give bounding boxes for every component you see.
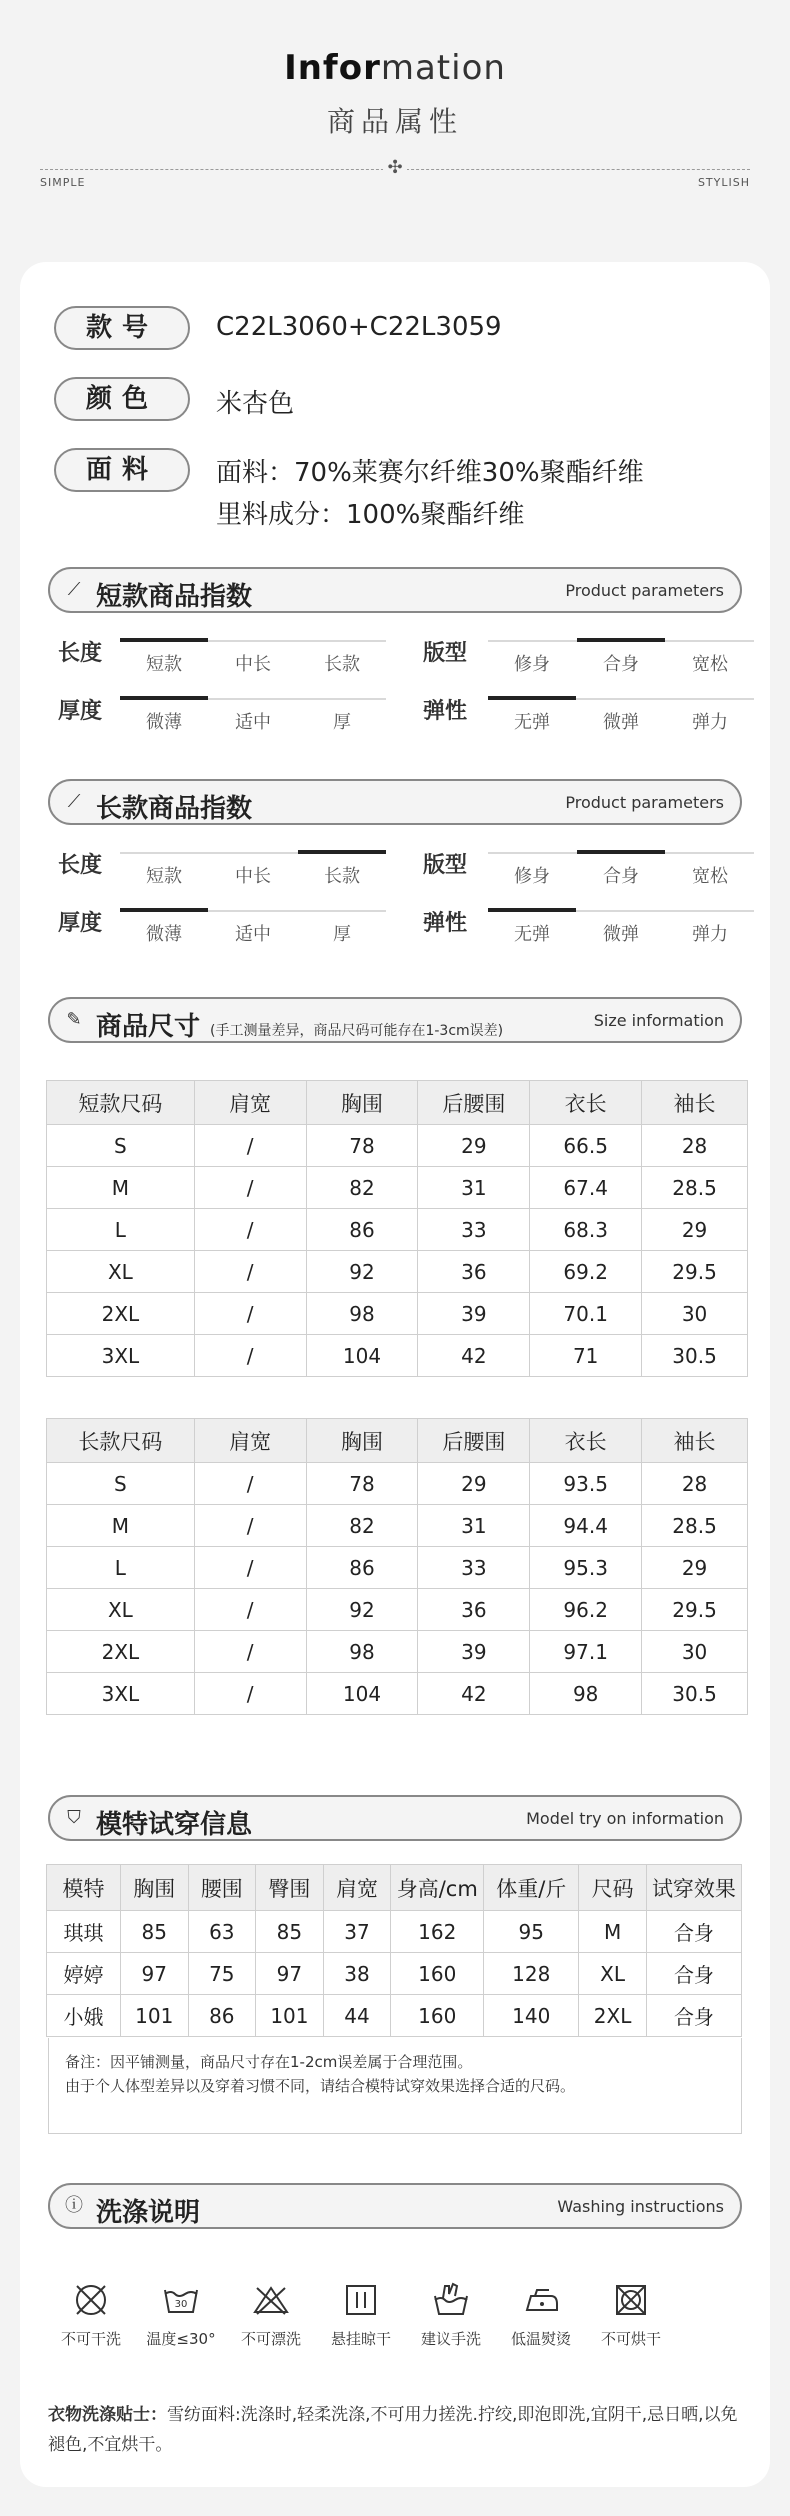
table-cell: 98 xyxy=(530,1673,642,1715)
table-header-cell: 体重/斤 xyxy=(484,1865,579,1911)
no-bleach-icon xyxy=(251,2280,291,2320)
index-scale xyxy=(488,910,754,950)
table-cell: 28.5 xyxy=(642,1505,748,1547)
scale-option: 长款 xyxy=(324,654,360,675)
index-scale xyxy=(120,852,386,892)
table-header-cell: 试穿效果 xyxy=(646,1865,741,1911)
table-cell: 160 xyxy=(391,1953,484,1995)
index-label: 版型 xyxy=(423,853,468,878)
table-cell: 86 xyxy=(306,1547,418,1589)
index-label: 弹性 xyxy=(423,911,468,936)
table-row xyxy=(47,1167,748,1209)
table-cell: 30.5 xyxy=(642,1673,748,1715)
table-cell: 39 xyxy=(418,1631,530,1673)
size-en: Size information xyxy=(593,1011,724,1030)
scale-option: 修身 xyxy=(514,866,550,887)
table-cell: 30 xyxy=(642,1631,748,1673)
table-cell: 101 xyxy=(256,1995,324,2037)
table-cell: M xyxy=(47,1505,195,1547)
table-cell: 104 xyxy=(306,1673,418,1715)
header-title: Information xyxy=(284,48,506,88)
table-header-cell: 腰围 xyxy=(188,1865,256,1911)
crosshair-icon: ✣ xyxy=(383,156,407,180)
table-header-cell: 胸围 xyxy=(120,1865,188,1911)
short-index-header xyxy=(48,567,742,613)
table-cell: 37 xyxy=(323,1911,391,1953)
table-cell: 140 xyxy=(484,1995,579,2037)
info-card xyxy=(20,262,770,2487)
table-cell: 31 xyxy=(418,1505,530,1547)
table-cell: 82 xyxy=(306,1505,418,1547)
hand-wash-icon xyxy=(431,2280,471,2320)
scale-option: 合身 xyxy=(603,654,639,675)
table-cell: 合身 xyxy=(646,1995,741,2037)
scale-selected-marker xyxy=(577,850,665,854)
table-header-row xyxy=(47,1419,748,1463)
table-header-cell: 模特 xyxy=(47,1865,121,1911)
scale-selected-marker xyxy=(577,638,665,642)
table-cell: / xyxy=(194,1167,306,1209)
table-cell: 97.1 xyxy=(530,1631,642,1673)
table-cell: XL xyxy=(47,1251,195,1293)
table-cell: 29 xyxy=(642,1209,748,1251)
scale-option: 微弹 xyxy=(603,712,639,733)
wash-temp-text: 30 xyxy=(174,2299,188,2310)
index-scale xyxy=(488,852,754,892)
table-cell: 96.2 xyxy=(530,1589,642,1631)
info-icon: ⓘ xyxy=(65,2195,83,2216)
table-cell: 30.5 xyxy=(642,1335,748,1377)
scale-selected-marker xyxy=(298,850,386,854)
table-cell: S xyxy=(47,1463,195,1505)
no-dry-clean-icon xyxy=(71,2280,111,2320)
table-cell: 92 xyxy=(306,1589,418,1631)
table-cell: 44 xyxy=(323,1995,391,2037)
table-cell: 28.5 xyxy=(642,1167,748,1209)
short-index-title: 短款商品指数 xyxy=(96,582,253,612)
table-header-cell: 长款尺码 xyxy=(47,1419,195,1463)
long-index-header xyxy=(48,779,742,825)
wash-item: 悬挂晾干 xyxy=(317,2280,405,2349)
table-row xyxy=(47,1463,748,1505)
table-cell: 29.5 xyxy=(642,1251,748,1293)
index-label: 长度 xyxy=(58,641,103,666)
scale-option: 无弹 xyxy=(514,924,550,945)
model-note-1: 备注：因平铺测量，商品尺寸存在1-2cm误差属于合理范围。 xyxy=(65,2053,473,2071)
table-header-cell: 衣长 xyxy=(530,1419,642,1463)
scale-option: 宽松 xyxy=(692,654,728,675)
index-label: 厚度 xyxy=(58,699,103,724)
scale-selected-marker xyxy=(120,696,208,700)
table-cell: 97 xyxy=(120,1953,188,1995)
table-cell: 104 xyxy=(306,1335,418,1377)
table-cell: / xyxy=(194,1631,306,1673)
fabric-line-1: 面料：70%莱赛尔纤维30%聚酯纤维 xyxy=(216,458,644,488)
table-cell: 42 xyxy=(418,1673,530,1715)
wash-header xyxy=(48,2183,742,2229)
scale-option: 无弹 xyxy=(514,712,550,733)
table-row xyxy=(47,1335,748,1377)
color-label: 颜色 xyxy=(54,377,190,421)
table-cell: 29 xyxy=(418,1125,530,1167)
table-cell: 合身 xyxy=(646,1953,741,1995)
table-cell: 86 xyxy=(306,1209,418,1251)
index-scale xyxy=(120,698,386,738)
table-cell: 95 xyxy=(484,1911,579,1953)
table-cell: 78 xyxy=(306,1463,418,1505)
index-label: 弹性 xyxy=(423,699,468,724)
table-cell: 70.1 xyxy=(530,1293,642,1335)
table-cell: / xyxy=(194,1589,306,1631)
table-cell: 75 xyxy=(188,1953,256,1995)
scale-option: 中长 xyxy=(235,654,271,675)
long-index-title: 长款商品指数 xyxy=(96,794,253,824)
table-row xyxy=(47,1209,748,1251)
scale-selected-marker xyxy=(488,696,576,700)
left-tag: SIMPLE xyxy=(40,176,86,189)
fabric-line-2: 里料成分：100%聚酯纤维 xyxy=(216,500,525,530)
table-cell: 128 xyxy=(484,1953,579,1995)
index-label: 厚度 xyxy=(58,911,103,936)
table-cell: 2XL xyxy=(47,1631,195,1673)
table-cell: 33 xyxy=(418,1547,530,1589)
table-cell: 68.3 xyxy=(530,1209,642,1251)
wash-30-icon xyxy=(161,2280,201,2320)
scale-option: 合身 xyxy=(603,866,639,887)
table-row xyxy=(47,1995,742,2037)
table-cell: 69.2 xyxy=(530,1251,642,1293)
table-cell: 66.5 xyxy=(530,1125,642,1167)
wash-item: 不可干洗 xyxy=(47,2280,135,2349)
table-cell: 29 xyxy=(642,1547,748,1589)
scale-option: 微弹 xyxy=(603,924,639,945)
wash-item: 低温熨烫 xyxy=(497,2280,585,2349)
table-cell: / xyxy=(194,1293,306,1335)
scale-option: 厚 xyxy=(333,924,351,945)
scale-option: 弹力 xyxy=(692,712,728,733)
right-tag: STYLISH xyxy=(697,176,750,189)
size-title: 商品尺寸 (手工测量差异，商品尺码可能存在1-3cm误差) xyxy=(96,1012,504,1042)
header xyxy=(0,0,790,260)
table-row xyxy=(47,1911,742,1953)
scale-selected-marker xyxy=(488,908,576,912)
model-en: Model try on information xyxy=(526,1809,724,1828)
table-cell: 28 xyxy=(642,1463,748,1505)
scale-option: 短款 xyxy=(146,654,182,675)
trend-icon: ⟋ xyxy=(67,579,81,600)
scale-option: 弹力 xyxy=(692,924,728,945)
table-row xyxy=(47,1125,748,1167)
table-cell: / xyxy=(194,1463,306,1505)
table-cell: 30 xyxy=(642,1293,748,1335)
index-label: 版型 xyxy=(423,641,468,666)
table-header-cell: 尺码 xyxy=(579,1865,647,1911)
table-cell: 97 xyxy=(256,1953,324,1995)
table-header-cell: 袖长 xyxy=(642,1081,748,1125)
scale-option: 长款 xyxy=(324,866,360,887)
table-cell: 29 xyxy=(418,1463,530,1505)
table-header-cell: 后腰围 xyxy=(418,1419,530,1463)
table-cell: 86 xyxy=(188,1995,256,2037)
table-row xyxy=(47,1673,748,1715)
table-header-cell: 袖长 xyxy=(642,1419,748,1463)
table-cell: 98 xyxy=(306,1631,418,1673)
table-row xyxy=(47,1251,748,1293)
index-label: 长度 xyxy=(58,853,103,878)
table-cell: / xyxy=(194,1209,306,1251)
table-cell: 93.5 xyxy=(530,1463,642,1505)
trend-icon: ⟋ xyxy=(67,791,81,812)
color-value: 米杏色 xyxy=(216,389,295,419)
table-cell: M xyxy=(47,1167,195,1209)
table-cell: 92 xyxy=(306,1251,418,1293)
long-index-en: Product parameters xyxy=(565,793,724,812)
table-cell: 39 xyxy=(418,1293,530,1335)
table-header-cell: 胸围 xyxy=(306,1081,418,1125)
fabric-label: 面料 xyxy=(54,448,190,492)
wash-item: 建议手洗 xyxy=(407,2280,495,2349)
table-cell: L xyxy=(47,1209,195,1251)
table-cell: 2XL xyxy=(47,1293,195,1335)
header-subtitle: 商品属性 xyxy=(326,105,463,138)
table-cell: / xyxy=(194,1547,306,1589)
table-cell: 36 xyxy=(418,1589,530,1631)
table-row xyxy=(47,1589,748,1631)
table-cell: 95.3 xyxy=(530,1547,642,1589)
wash-title: 洗涤说明 xyxy=(96,2198,201,2228)
index-scale xyxy=(120,640,386,680)
table-cell: S xyxy=(47,1125,195,1167)
table-cell: 162 xyxy=(391,1911,484,1953)
table-cell: / xyxy=(194,1673,306,1715)
model-note xyxy=(48,2038,742,2134)
table-cell: 101 xyxy=(120,1995,188,2037)
table-header-row xyxy=(47,1081,748,1125)
wash-en: Washing instructions xyxy=(557,2197,724,2216)
table-cell: 94.4 xyxy=(530,1505,642,1547)
wash-item: 30 温度≤30° xyxy=(137,2280,225,2349)
scale-selected-marker xyxy=(120,908,208,912)
no-tumble-dry-icon xyxy=(611,2280,651,2320)
low-iron-icon xyxy=(521,2280,561,2320)
table-cell: / xyxy=(194,1251,306,1293)
style-no-label: 款号 xyxy=(54,306,190,350)
scale-option: 微薄 xyxy=(146,712,182,733)
table-header-row xyxy=(47,1865,742,1911)
scale-option: 修身 xyxy=(514,654,550,675)
table-cell: 28 xyxy=(642,1125,748,1167)
table-cell: 78 xyxy=(306,1125,418,1167)
table-header-cell: 衣长 xyxy=(530,1081,642,1125)
table-header-cell: 身高/cm xyxy=(391,1865,484,1911)
table-cell: 2XL xyxy=(579,1995,647,2037)
scale-option: 适中 xyxy=(235,924,271,945)
index-scale xyxy=(120,910,386,950)
wash-item: 不可烘干 xyxy=(587,2280,675,2349)
table-cell: 38 xyxy=(323,1953,391,1995)
table-cell: 3XL xyxy=(47,1673,195,1715)
style-no-value: C22L3060+C22L3059 xyxy=(216,312,502,342)
short-index-en: Product parameters xyxy=(565,581,724,600)
table-cell: / xyxy=(194,1125,306,1167)
table-header-cell: 肩宽 xyxy=(194,1419,306,1463)
wash-item: 不可漂洗 xyxy=(227,2280,315,2349)
table-cell: 3XL xyxy=(47,1335,195,1377)
table-cell: XL xyxy=(579,1953,647,1995)
shirt-icon: ⛉ xyxy=(67,1807,81,1828)
wash-tips: 衣物洗涤贴士：雪纺面料:洗涤时,轻柔洗涤,不可用力搓洗.拧绞,即泡即洗,宜阴干,忌日晒,以免褪色,不宜烘干。 xyxy=(48,2405,738,2455)
table-cell: 小娥 xyxy=(47,1995,121,2037)
hang-dry-icon xyxy=(341,2280,381,2320)
table-row xyxy=(47,1953,742,1995)
index-scale xyxy=(488,698,754,738)
size-header xyxy=(48,997,742,1043)
table-cell: 98 xyxy=(306,1293,418,1335)
table-header-cell: 胸围 xyxy=(306,1419,418,1463)
table-cell: / xyxy=(194,1505,306,1547)
table-header-cell: 短款尺码 xyxy=(47,1081,195,1125)
table-cell: M xyxy=(579,1911,647,1953)
table-header-cell: 后腰围 xyxy=(418,1081,530,1125)
table-cell: 31 xyxy=(418,1167,530,1209)
scale-option: 宽松 xyxy=(692,866,728,887)
index-scale xyxy=(488,640,754,680)
scale-option: 适中 xyxy=(235,712,271,733)
table-cell: 婷婷 xyxy=(47,1953,121,1995)
table-cell: 29.5 xyxy=(642,1589,748,1631)
model-table xyxy=(46,1864,742,2037)
scale-selected-marker xyxy=(120,638,208,642)
scale-option: 中长 xyxy=(235,866,271,887)
table-cell: 160 xyxy=(391,1995,484,2037)
table-cell: 琪琪 xyxy=(47,1911,121,1953)
table-cell: 82 xyxy=(306,1167,418,1209)
table-cell: / xyxy=(194,1335,306,1377)
scale-option: 微薄 xyxy=(146,924,182,945)
table-cell: 42 xyxy=(418,1335,530,1377)
ruler-icon: ✎ xyxy=(66,1009,82,1030)
table-cell: 合身 xyxy=(646,1911,741,1953)
model-title: 模特试穿信息 xyxy=(96,1810,253,1840)
table-cell: 67.4 xyxy=(530,1167,642,1209)
scale-option: 短款 xyxy=(146,866,182,887)
table-cell: XL xyxy=(47,1589,195,1631)
table-cell: 85 xyxy=(256,1911,324,1953)
table-row xyxy=(47,1505,748,1547)
table-header-cell: 肩宽 xyxy=(194,1081,306,1125)
table-cell: 33 xyxy=(418,1209,530,1251)
table-row xyxy=(47,1293,748,1335)
table-row xyxy=(47,1547,748,1589)
table-cell: 63 xyxy=(188,1911,256,1953)
table-header-cell: 肩宽 xyxy=(323,1865,391,1911)
table-cell: L xyxy=(47,1547,195,1589)
table-cell: 85 xyxy=(120,1911,188,1953)
short-size-table xyxy=(46,1080,748,1377)
long-size-table xyxy=(46,1418,748,1715)
table-cell: 71 xyxy=(530,1335,642,1377)
table-header-cell: 臀围 xyxy=(256,1865,324,1911)
table-row xyxy=(47,1631,748,1673)
model-note-2: 由于个人体型差异以及穿着习惯不同，请结合模特试穿效果选择合适的尺码。 xyxy=(65,2077,576,2095)
model-header xyxy=(48,1795,742,1841)
table-cell: 36 xyxy=(418,1251,530,1293)
scale-option: 厚 xyxy=(333,712,351,733)
